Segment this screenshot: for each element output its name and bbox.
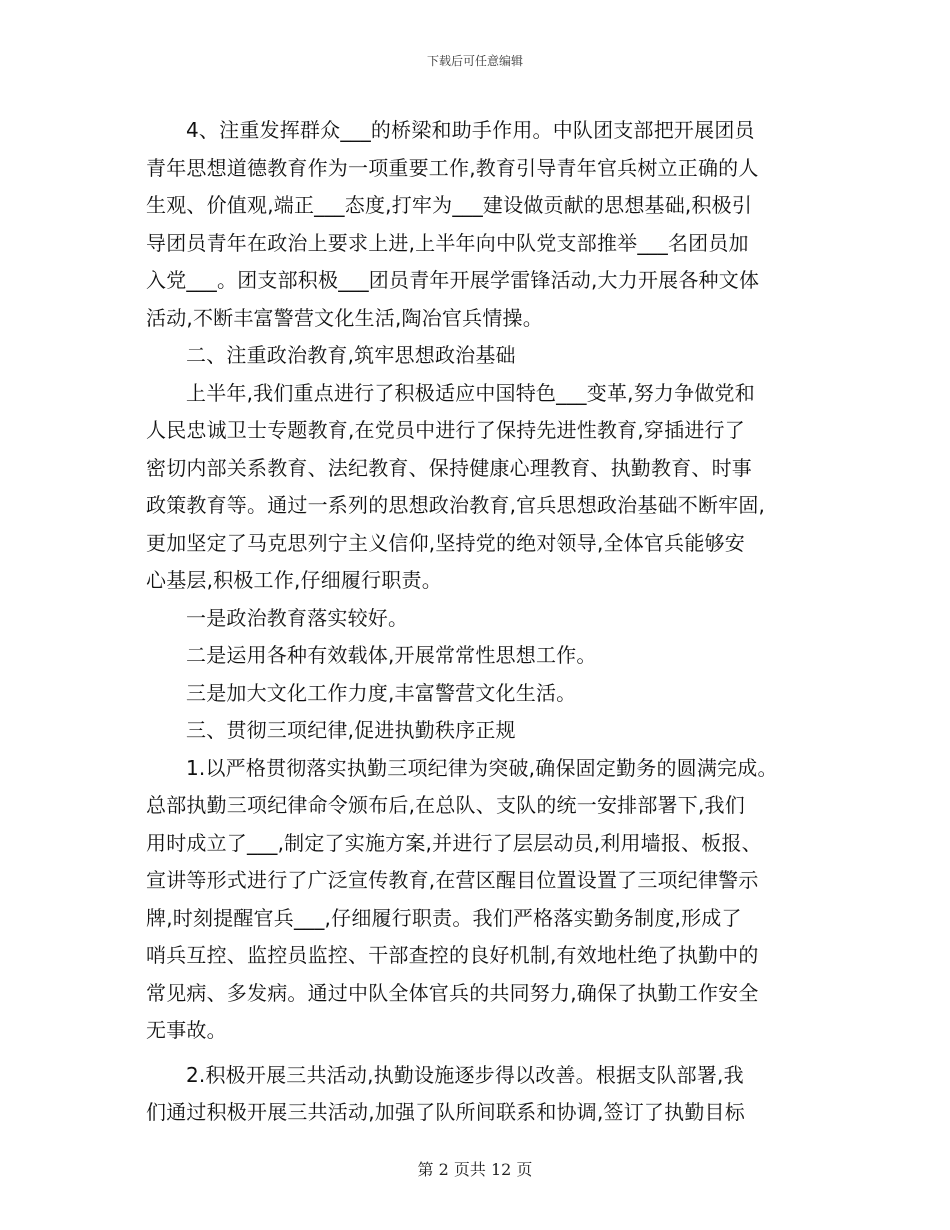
text-line: 更加坚定了马克思列宁主义信仰,坚持党的绝对领导,全体官兵能够安 bbox=[146, 530, 745, 555]
text-line: 2.积极开展三共活动,执勤设施逐步得以改善。根据支队部署,我 bbox=[186, 1062, 744, 1087]
text-line: 政策教育等。通过一系列的思想政治教育,官兵思想政治基础不断牢固, bbox=[146, 493, 766, 517]
paragraph-gap bbox=[146, 1050, 826, 1057]
text-line: 1.以严格贯彻落实执勤三项纪律为突破,确保固定勤务的圆满完成。 bbox=[186, 755, 778, 780]
text-line: 用时成立了___,制定了实施方案,并进行了层层动员,利用墙报、板报、 bbox=[146, 830, 762, 855]
text-line: 活动,不断丰富警营文化生活,陶冶官兵情操。 bbox=[146, 305, 543, 330]
page-footer: 第 2 页共 12 页 bbox=[417, 1160, 533, 1179]
text-line: 无事故。 bbox=[146, 1018, 227, 1042]
page-header: 下载后可任意编辑 bbox=[426, 54, 523, 68]
text-line: 三是加大文化工作力度,丰富警营文化生活。 bbox=[186, 680, 577, 705]
text-line: 导团员青年在政治上要求上进,上半年向中队党支部推举___名团员加 bbox=[146, 230, 749, 255]
text-line: 常见病、多发病。通过中队全体官兵的共同努力,确保了执勤工作安全 bbox=[146, 980, 759, 1005]
text-line: 牌,时刻提醒官兵___,仔细履行职责。我们严格落实勤务制度,形成了 bbox=[146, 905, 742, 930]
text-line: 们通过积极开展三共活动,加强了队所间联系和协调,签订了执勤目标 bbox=[146, 1100, 745, 1124]
text-line: 宣讲等形式进行了广泛宣传教育,在营区醒目位置设置了三项纪律警示 bbox=[146, 868, 759, 892]
text-line: 密切内部关系教育、法纪教育、保持健康心理教育、执勤教育、时事 bbox=[146, 455, 752, 480]
text-line: 心基层,积极工作,仔细履行职责。 bbox=[146, 568, 442, 592]
text-line: 人民忠诚卫士专题教育,在党员中进行了保持先进性教育,穿插进行了 bbox=[146, 418, 745, 442]
document-body bbox=[146, 112, 826, 1132]
text-line: 哨兵互控、监控员监控、干部查控的良好机制,有效地杜绝了执勤中的 bbox=[146, 943, 759, 967]
text-line: 二是运用各种有效载体,开展常常性思想工作。 bbox=[186, 643, 597, 667]
text-line: 4、注重发挥群众___的桥梁和助手作用。中队团支部把开展团员 bbox=[186, 118, 755, 142]
text-line: 二、注重政治教育,筑牢思想政治基础 bbox=[186, 343, 516, 367]
text-line: 三、贯彻三项纪律,促进执勤秩序正规 bbox=[186, 718, 516, 742]
text-line: 青年思想道德教育作为一项重要工作,教育引导青年官兵树立正确的人 bbox=[146, 155, 759, 180]
text-line: 生观、价值观,端正___态度,打牢为___建设做贡献的思想基础,积极引 bbox=[146, 193, 753, 217]
text-line: 总部执勤三项纪律命令颁布后,在总队、支队的统一安排部署下,我们 bbox=[146, 793, 745, 817]
text-line: 入党___。团支部积极___团员青年开展学雷锋活动,大力开展各种文体 bbox=[146, 268, 760, 292]
text-line: 上半年,我们重点进行了积极适应中国特色___变革,努力争做党和 bbox=[186, 380, 755, 405]
text-line: 一是政治教育落实较好。 bbox=[186, 605, 409, 630]
